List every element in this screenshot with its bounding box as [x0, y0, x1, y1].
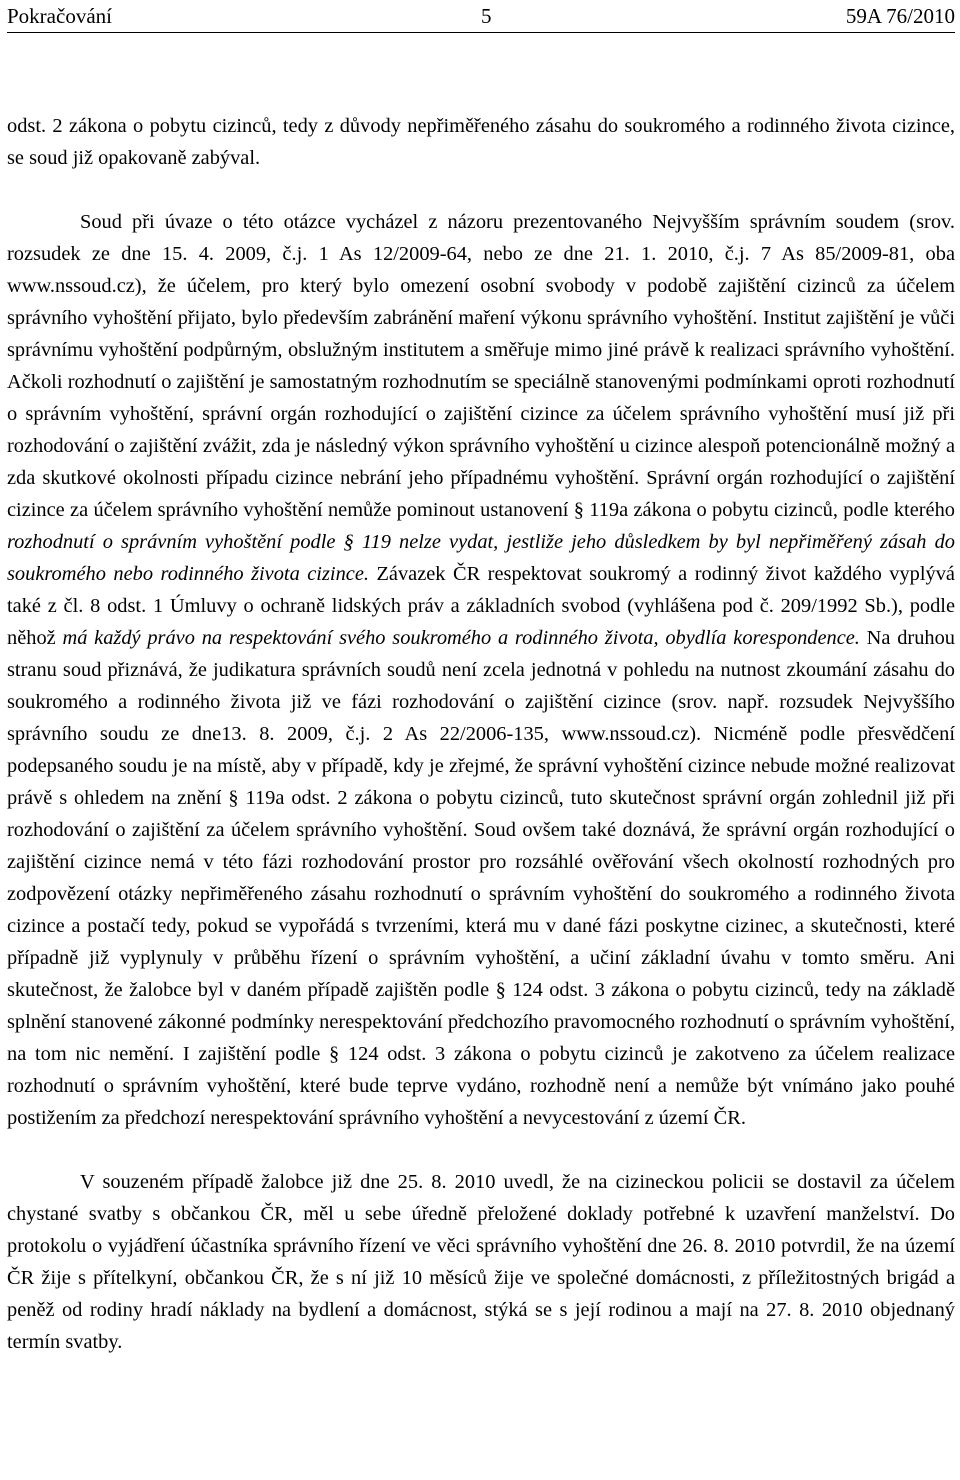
paragraph-gap — [7, 174, 955, 206]
paragraph-2-quote-1: rozhodnutí o správním vyhoštění podle § 119 nelze vydat, jestliže jeho důsledkem by byl nepřiměřený zásah do soukromého nebo rodinného života cizince. — [7, 531, 955, 585]
paragraph-2-text-2: Závazek ČR respektovat soukromý a rodinný život každého vyplývá také z čl. 8 odst. 1 Úmluvy o ochraně lidských práv a základních svobod (vyhlášena pod č. 209/1992 Sb.), podle něhož — [7, 563, 955, 649]
header-page-number: 5 — [481, 4, 492, 28]
paragraph-2 — [7, 206, 955, 1134]
header-divider — [7, 32, 955, 33]
paragraph-1: odst. 2 zákona o pobytu cizinců, tedy z důvody nepřiměřeného zásahu do soukromého a rodinného života cizince, se soud již opakovaně zabýval. — [7, 115, 955, 169]
page-header — [7, 0, 955, 40]
header-case-number: 59A 76/2010 — [845, 4, 955, 28]
paragraph-2-text-3: Na druhou stranu soud přiznává, že judikatura správních soudů není zcela jednotná v pohledu na nutnost zkoumání zásahu do soukromého a rodinného života již ve fázi rozhodování o zajištění cizince (srov. např. rozsudek Nejvyššího správního soudu ze dne13. 8. 2009, č.j. 2 As 22/2006-135, www.nssoud.cz). Nicméně podle přesvědčení podepsaného soudu je na místě, aby v případě, kdy je zřejmé, že správní vyhoštění cizince nebude možné realizovat právě s ohledem na znění § 119a odst. 2 zákona o pobytu cizinců, tuto skutečnost správní orgán zohlednil již při rozhodování o zajištění za účelem správního vyhoštění. Soud ovšem také doznává, že správní orgán rozhodující o zajištění cizince nemá v této fázi rozhodování prostor pro rozsáhlé ověřování všech okolností rozhodných pro zodpovězení otázky nepřiměřeného zásahu rozhodnutí o správním vyhoštění do soukromého a rodinného života cizince a postačí tedy, pokud se vypořádá s tvrzeními, která mu v dané fázi poskytne cizinec, a skutečnosti, které případně již vyplynuly v průběhu řízení o správním vyhoštění, a učiní základní úvahu v tomto směru. Ani skutečnost, že žalobce byl v daném případě zajištěn podle § 124 odst. 3 zákona o pobytu cizinců, tedy na základě splnění stanovené zákonné podmínky nerespektování předchozího pravomocného rozhodnutí o správním vyhoštění, na tom nic nemění. I zajištění podle § 124 odst. 3 zákona o pobytu cizinců je zakotveno za účelem realizace rozhodnutí o správním vyhoštění, které bude teprve vydáno, rozhodně není a nemůže být vnímáno jako pouhé postižením za předchozí nerespektování správního vyhoštění a nevycestování z území ČR. — [7, 627, 955, 1129]
paragraph-gap — [7, 1134, 955, 1166]
header-continuation-label: Pokračování — [7, 4, 112, 28]
paragraph-2-text-1: Soud při úvaze o této otázce vycházel z názoru prezentovaného Nejvyšším správním soudem (srov. rozsudek ze dne 15. 4. 2009, č.j. 1 As 12/2009-64, nebo ze dne 21. 1. 2010, č.j. 7 As 85/2009-81, oba www.nssoud.cz), že účelem, pro který bylo omezení osobní svobody v podobě zajištění cizinců za účelem správního vyhoštění přijato, bylo především zabránění maření výkonu správního vyhoštění. Institut zajištění je vůči správnímu vyhoštění podpůrným, obslužným institutem a směřuje mimo jiné právě k realizaci správního vyhoštění. Ačkoli rozhodnutí o zajištění je samostatným rozhodnutím se speciálně stanovenými podmínkami oproti rozhodnutí o správním vyhoštění, správní orgán rozhodující o zajištění cizince za účelem správního vyhoštění musí již při rozhodování o zajištění zvážit, zda je následný výkon správního vyhoštění u cizince alespoň potencionálně možný a zda skutkové okolnosti případu cizince nebrání jeho případnému vyhoštění. Správní orgán rozhodující o zajištění cizince za účelem správního vyhoštění nemůže pominout ustanovení § 119a zákona o pobytu cizinců, podle kterého — [7, 211, 955, 521]
document-page — [7, 0, 955, 1358]
document-body — [7, 110, 955, 1358]
paragraph-3: V souzeném případě žalobce již dne 25. 8. 2010 uvedl, že na cizineckou policii se dostavil za účelem chystané svatby s občankou ČR, měl u sebe úředně přeložené doklady potřebné k uzavření manželství. Do protokolu o vyjádření účastníka správního řízení ve věci správního vyhoštění dne 26. 8. 2010 potvrdil, že na území ČR žije s přítelkyní, občankou ČR, že s ní již 10 měsíců žije ve společné domácnosti, z příležitostných brigád a peněž od rodiny hradí náklady na bydlení a domácnost, stýká se s její rodinou a mají na 27. 8. 2010 objednaný termín svatby. — [7, 1171, 955, 1353]
paragraph-2-quote-2: má každý právo na respektování svého soukromého a rodinného života, obydlía korespondence. — [62, 627, 860, 649]
